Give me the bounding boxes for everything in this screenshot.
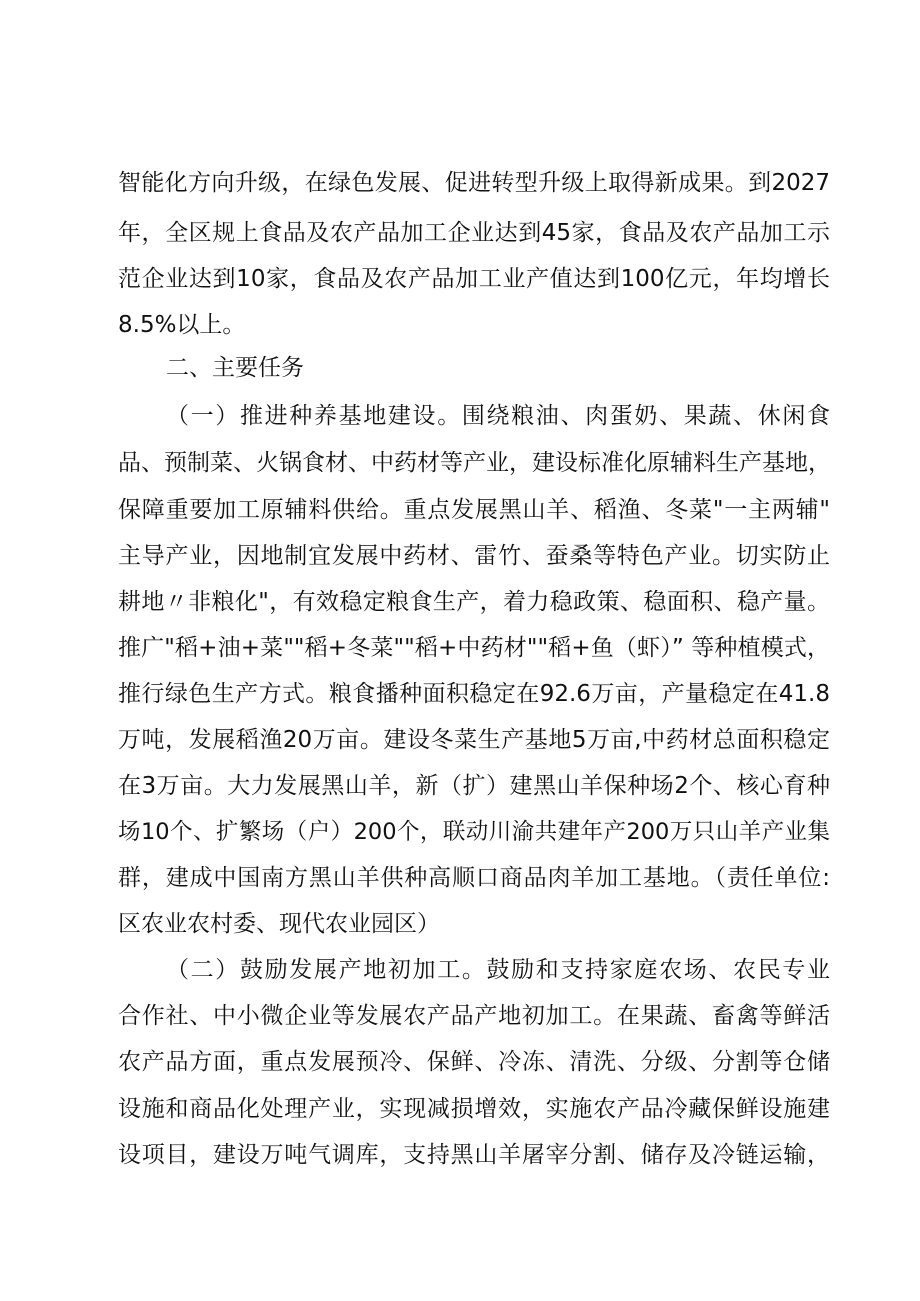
text-line: 耕地〃非粮化"，有效稳定粮食生产，着力稳政策、稳面积、稳产量。 xyxy=(118,589,830,615)
text-line: 推行绿色生产方式。粮食播种面积稳定在92.6万亩，产量稳定在41.8 xyxy=(118,681,830,707)
section-heading: 二、主要任务 xyxy=(166,355,304,381)
text-line: （二）鼓励发展产地初加工。鼓励和支持家庭农场、农民专业 xyxy=(166,957,830,983)
text-line: 农产品方面，重点发展预冷、保鲜、冷冻、清洗、分级、分割等仓储 xyxy=(118,1049,830,1075)
text-line: 品、预制菜、火锅食材、中药材等产业，建设标准化原辅料生产基地， xyxy=(118,450,831,476)
text-line: 8.5%以上。 xyxy=(118,312,246,338)
text-line: 范企业达到10家，食品及农产品加工业产值达到100亿元，年均增长 xyxy=(118,266,830,292)
text-line: 设施和商品化处理产业，实现减损增效，实施农产品冷藏保鲜设施建 xyxy=(118,1096,830,1122)
text-line: 区农业农村委、现代农业园区） xyxy=(118,911,440,937)
text-line: 主导产业，因地制宜发展中药材、雷竹、蚕桑等特色产业。切实防止 xyxy=(118,543,830,569)
text-line: 合作社、中小微企业等发展农产品产地初加工。在果蔬、畜禽等鲜活 xyxy=(118,1003,830,1029)
text-line: 场10个、扩繁场（户）200个，联动川渝共建年产200万只山羊产业集 xyxy=(118,819,830,845)
text-line: 推广"稻+油+菜""稻+冬菜""稻+中药材""稻+鱼（虾）” 等种植模式， xyxy=(118,635,830,661)
text-line: 保障重要加工原辅料供给。重点发展黑山羊、稻渔、冬菜"一主两辅" xyxy=(118,497,830,523)
text-line: 年，全区规上食品及农产品加工企业达到45家，食品及农产品加工示 xyxy=(118,220,830,246)
text-line: （一）推进种养基地建设。围绕粮油、肉蛋奶、果蔬、休闲食 xyxy=(166,403,830,429)
text-line: 设项目，建设万吨气调库，支持黑山羊屠宰分割、储存及冷链运输， xyxy=(118,1142,830,1168)
text-line: 万吨，发展稻渔20万亩。建设冬菜生产基地5万亩,中药材总面积稳定 xyxy=(118,727,830,753)
text-line: 群，建成中国南方黑山羊供种高顺口商品肉羊加工基地。（责任单位: xyxy=(118,865,830,891)
text-line: 在3万亩。大力发展黑山羊，新（扩）建黑山羊保种场2个、核心育种 xyxy=(118,773,830,799)
text-line: 智能化方向升级，在绿色发展、促进转型升级上取得新成果。到2027 xyxy=(118,170,830,196)
